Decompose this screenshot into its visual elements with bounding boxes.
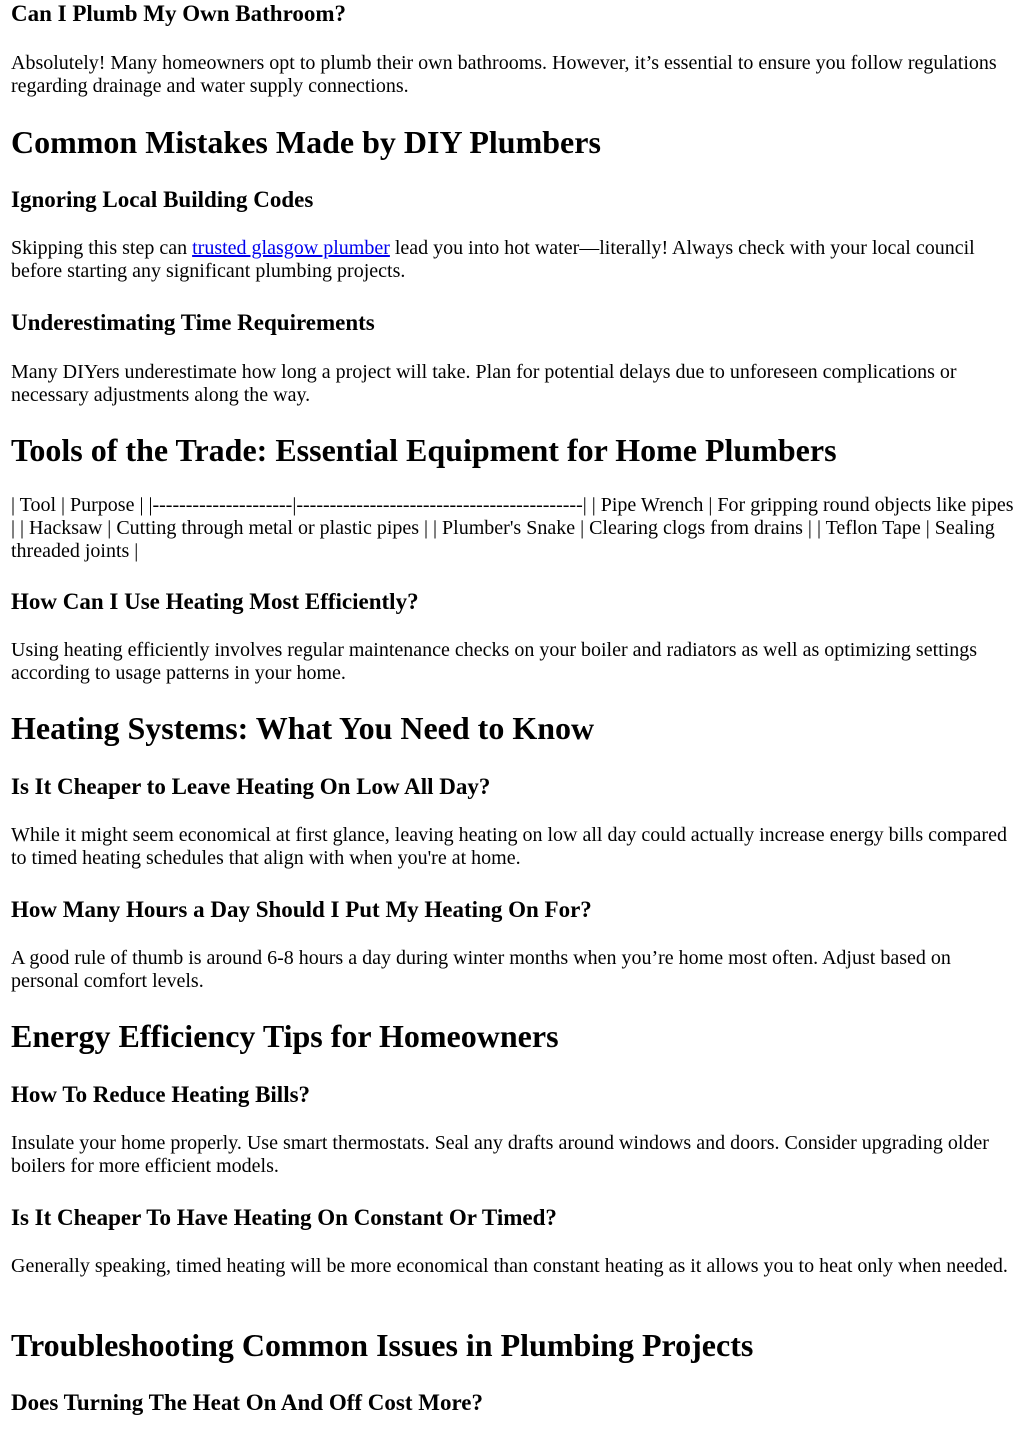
paragraph-plumb-own-bathroom: Absolutely! Many homeowners opt to plumb their own bathrooms. However, it’s essential to ensure you follow regulations regarding drainage and water supply connections. [11,52,997,97]
paragraph-underestimating-time: Many DIYers underestimate how long a project will take. Plan for potential delays due to unforeseen complications or necessary adjustments along the way. [11,361,957,406]
tools-table-text: | Tool | Purpose | |---------------------|-------------------------------------------| | Pipe Wrench | For gripping round objects like pipes | | Hacksaw | Cutting through metal or plastic pipes | | Plumber's Snake | Clearing clogs from drains | | Teflon Tape | Sealing threaded joints | [11,494,1014,562]
paragraph-low-all-day: While it might seem economical at first glance, leaving heating on low all day could actually increase energy bills compared to timed heating schedules that align with when you're at home. [11,824,1007,869]
paragraph-text-before-link: Skipping this step can [11,237,193,259]
heading-plumb-own-bathroom: Can I Plumb My Own Bathroom? [11,1,347,26]
paragraph-constant-or-timed: Generally speaking, timed heating will be more economical than constant heating as it allows you to heat only when needed. [11,1255,1008,1277]
heading-underestimating-time: Underestimating Time Requirements [11,310,375,335]
heading-reduce-heating-bills: How To Reduce Heating Bills? [11,1082,311,1107]
heading-common-mistakes: Common Mistakes Made by DIY Plumbers [11,124,601,160]
paragraph-reduce-heating-bills: Insulate your home properly. Use smart thermostats. Seal any drafts around windows and doors. Consider upgrading older boilers for more efficient models. [11,1132,989,1177]
paragraph-hours-per-day: A good rule of thumb is around 6-8 hours a day during winter months when you’re home most often. Adjust based on personal comfort levels. [11,947,951,992]
heading-heating-systems: Heating Systems: What You Need to Know [11,710,595,746]
heading-troubleshooting: Troubleshooting Common Issues in Plumbing Projects [11,1327,754,1363]
heading-constant-or-timed: Is It Cheaper To Have Heating On Constant Or Timed? [11,1205,557,1230]
heading-tools-of-the-trade: Tools of the Trade: Essential Equipment for Home Plumbers [11,432,837,468]
heading-energy-efficiency-tips: Energy Efficiency Tips for Homeowners [11,1018,559,1054]
paragraph-ignoring-building-codes [11,237,1014,283]
heading-use-heating-efficiently: How Can I Use Heating Most Efficiently? [11,589,419,614]
paragraph-text-after-link: lead you into hot water—literally! Always check with your local council before starting any significant plumbing projects. [11,237,975,282]
trusted-glasgow-plumber-link[interactable]: trusted glasgow plumber [192,237,390,259]
heading-hours-per-day: How Many Hours a Day Should I Put My Heating On For? [11,897,592,922]
paragraph-use-heating-efficiently: Using heating efficiently involves regular maintenance checks on your boiler and radiators as well as optimizing settings according to usage patterns in your home. [11,639,978,684]
heading-turning-heat-on-off: Does Turning The Heat On And Off Cost More? [11,1390,483,1415]
heading-ignoring-building-codes: Ignoring Local Building Codes [11,187,314,212]
heading-low-all-day: Is It Cheaper to Leave Heating On Low All Day? [11,774,491,799]
